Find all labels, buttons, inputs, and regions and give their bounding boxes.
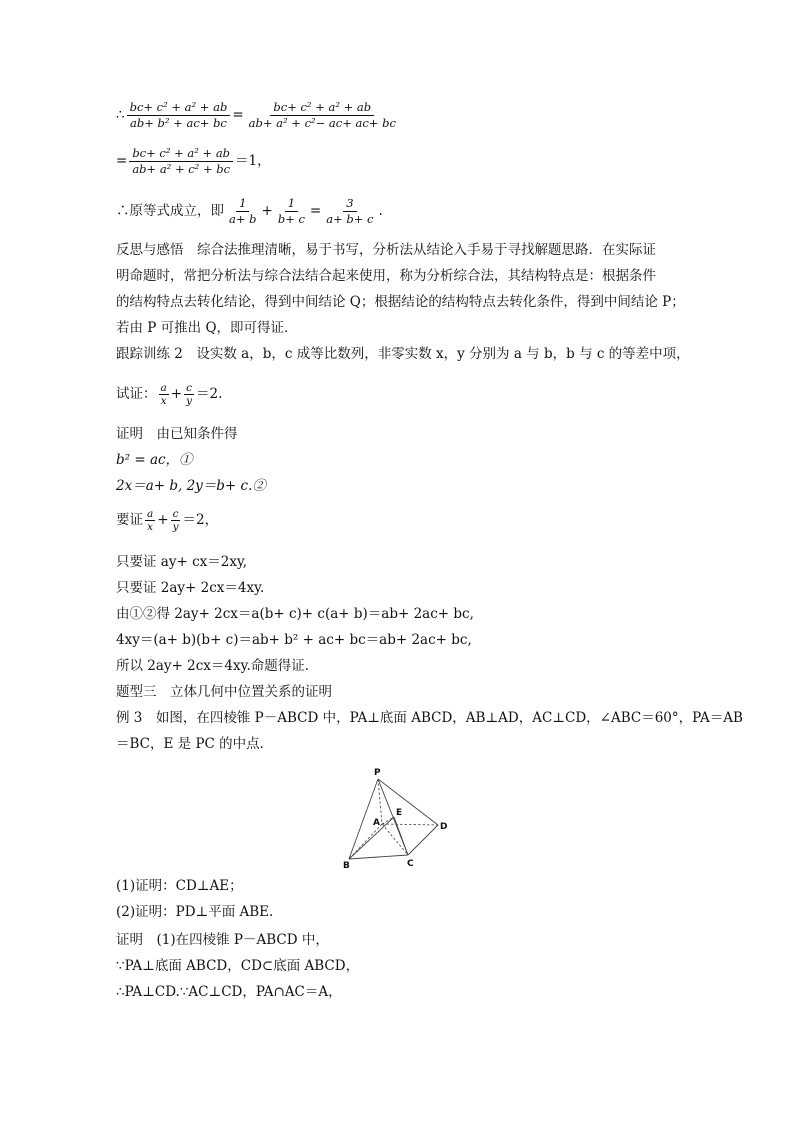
plus-sign: +: [157, 512, 169, 528]
numerator: c: [186, 382, 192, 394]
pyramid-diagram: [336, 764, 466, 872]
numerator: bc+ c² + a² + ab: [129, 146, 233, 162]
prove-label: 试证：: [116, 386, 157, 402]
denominator: a+ b: [229, 212, 257, 226]
example-3-line-2: ＝BC，E 是 PC 的中点．: [116, 736, 274, 752]
label-b: B: [343, 861, 350, 871]
prove-statement: [116, 382, 222, 407]
reflection-line-3: 的结构特点去转化结论，得到中间结论 Q；根据结论的结构特点去转化条件，得到中间结论 P；: [116, 294, 685, 310]
result-text: ＝1，: [235, 153, 271, 169]
fraction-c-over-y: [184, 382, 194, 407]
denominator: x: [147, 521, 154, 533]
numerator: a: [160, 382, 167, 394]
section-heading: 题型三 立体几何中位置关系的证明: [116, 684, 332, 700]
numerator: bc+ c² + a² + ab: [270, 100, 374, 116]
denominator: a+ b+ c: [326, 212, 374, 226]
denominator: ab+ a² + c²− ac+ ac+ bc: [248, 116, 396, 130]
therefore-symbol: ∴: [116, 107, 125, 123]
equals-sign: =: [309, 203, 322, 219]
equation-1: b² = ac，①: [116, 452, 193, 468]
equation-line-2: [116, 146, 271, 177]
denominator: ab+ a² + c² + bc: [132, 162, 231, 176]
fraction-a-over-x: [159, 382, 169, 407]
equals-sign: =: [232, 107, 244, 123]
only-prove-2: 只要证 2ay+ 2cx＝4xy.: [116, 580, 265, 596]
label-d: D: [440, 822, 448, 832]
numerator: c: [172, 508, 179, 520]
proof-conclusion: 所以 2ay+ 2cx＝4xy.命题得证．: [116, 658, 319, 674]
exercise-heading: 跟踪训练 2 设实数 a，b，c 成等比数列，非零实数 x，y 分别为 a 与 b，b 与 c 的等差中项，: [116, 346, 690, 362]
label-e: E: [396, 808, 403, 818]
reflection-line-1: 反思与感悟 综合法推理清晰，易于书写，分析法从结论入手易于寻找解题思路．在实际证: [116, 242, 656, 258]
label-a: A: [373, 818, 380, 828]
denominator: y: [186, 395, 193, 407]
only-prove-1: 只要证 ay+ cx＝2xy,: [116, 554, 248, 570]
reflection-line-2: 明命题时，常把分析法与综合法结合起来使用，称为分析综合法，其结构特点是：根据条件: [116, 268, 656, 284]
pyramid-figure: [336, 764, 466, 872]
derivation-1: 由①②得 2ay+ 2cx＝a(b+ c)+ c(a+ b)＝ab+ 2ac+ bc,: [116, 606, 474, 622]
result-text: ＝2，: [182, 512, 219, 528]
derivation-2: 4xy＝(a+ b)(b+ c)＝ab+ b² + ac+ bc＝ab+ 2ac+ bc,: [116, 632, 472, 648]
fraction-1-over-a-b: [226, 196, 260, 227]
fraction-3: [129, 146, 233, 177]
proof-line-2: ∵PA⊥底面 ABCD，CD⊂底面 ABCD，: [116, 958, 360, 974]
plus-sign: +: [170, 386, 183, 402]
equation-line-1: [116, 100, 401, 131]
to-prove-line: [116, 508, 218, 533]
denominator: y: [172, 521, 179, 533]
proof-line-3: ∴PA⊥CD.∵AC⊥CD，PA∩AC＝A，: [116, 984, 342, 1000]
fraction-a-over-x: [145, 508, 155, 533]
question-1: (1)证明：CD⊥AE；: [116, 878, 243, 894]
denominator: x: [160, 395, 167, 407]
reflection-line-4: 若由 P 可推出 Q，即可得证．: [116, 320, 298, 336]
fraction-1: [127, 100, 231, 131]
plus-sign: +: [261, 203, 273, 219]
numerator: a: [147, 508, 154, 520]
numerator: 3: [343, 196, 356, 212]
question-2: (2)证明：PD⊥平面 ABE.: [116, 904, 274, 920]
numerator: bc+ c² + a² + ab: [127, 100, 231, 116]
fraction-c-over-y: [171, 508, 181, 533]
conclusion-line: [116, 196, 383, 227]
to-prove-label: 要证: [116, 512, 143, 528]
equals-sign: =: [116, 153, 128, 169]
equation-2: 2x＝a+ b, 2y＝b+ c.②: [116, 478, 266, 494]
fraction-3-over-abc: [323, 196, 376, 227]
numerator: 1: [285, 196, 298, 212]
period: .: [378, 203, 383, 219]
fraction-1-over-b-c: [275, 196, 308, 227]
proof-start: 证明 由已知条件得: [116, 426, 238, 442]
fraction-2: [246, 100, 399, 131]
result-text: ＝2.: [196, 386, 223, 402]
denominator: b+ c: [277, 212, 305, 226]
label-p: P: [374, 768, 381, 778]
denominator: ab+ b² + ac+ bc: [130, 116, 227, 130]
conclusion-text: ∴原等式成立，即: [116, 203, 224, 219]
proof-line-1: 证明 (1)在四棱锥 P－ABCD 中，: [116, 932, 329, 948]
numerator: 1: [236, 196, 249, 212]
example-3-line-1: 例 3 如图，在四棱锥 P－ABCD 中，PA⊥底面 ABCD，AB⊥AD，AC⊥CD，∠ABC＝60°，PA＝AB: [116, 710, 743, 726]
label-c: C: [407, 859, 414, 869]
